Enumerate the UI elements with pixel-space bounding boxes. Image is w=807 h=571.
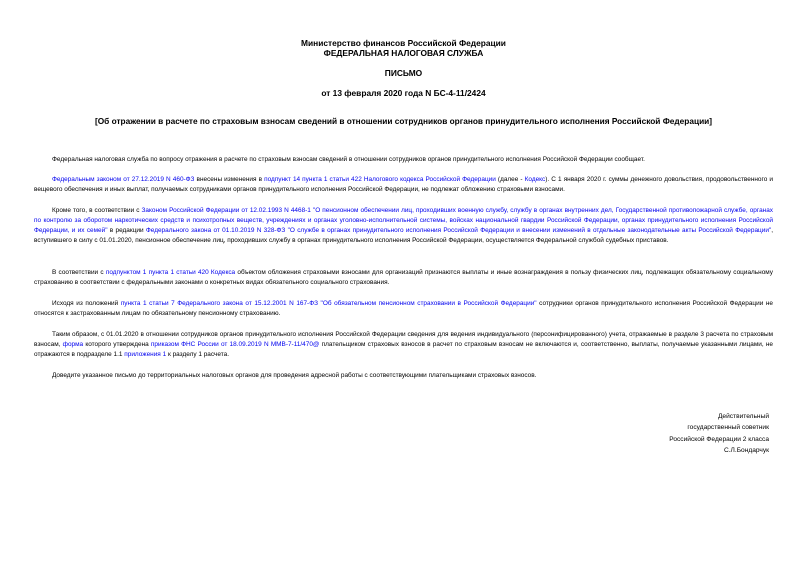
paragraph-text: ). С 1 января 2020 г. суммы денежного довольствия, продовольственного и вещевого обеспечения и иных выплат, получаемых сотрудниками органов принудительного исполнения Российской Федерации, не подлежат обложению страховыми взносами. bbox=[34, 176, 773, 193]
paragraph-text: которого утверждена bbox=[83, 340, 151, 348]
signature-line-rank: государственный советник bbox=[687, 424, 769, 432]
legal-reference-link[interactable]: Кодекс bbox=[524, 176, 546, 183]
paragraph-article-420 bbox=[34, 268, 773, 288]
legal-reference-link[interactable]: форма bbox=[62, 340, 84, 348]
ministry-title: Министерство финансов Российской Федерации bbox=[301, 38, 506, 48]
paragraph-text: Таким образом, с 01.01.2020 в отношении сотрудников органов принудительного исполнения Российской Федерации сведения для ведения индивидуального (персонифицированного) учета, отражаемые в разделе 3 расчета по страховым взносам, bbox=[34, 331, 773, 348]
legal-reference-link[interactable]: подпункт 14 пункта 1 статьи 422 Налогового кодекса Российской Федерации bbox=[264, 176, 496, 183]
paragraph-text: Кроме того, в соответствии с bbox=[52, 207, 142, 214]
paragraph-text: в редакции bbox=[107, 226, 146, 234]
service-title: ФЕДЕРАЛЬНАЯ НАЛОГОВАЯ СЛУЖБА bbox=[323, 48, 484, 58]
paragraph-text: объектом обложения страховыми взносами для организаций признаются выплаты и иные вознаграждения в пользу физических лиц, подлежащих обязательному социальному страхованию в соответствии с федеральными законами о конкретных видах обязательного социального страхования. bbox=[34, 269, 773, 286]
signature-name: С.Л.Бондарчук bbox=[723, 447, 769, 455]
paragraph-text: Доведите указанное письмо до территориальных налоговых органов для проведения адресной работы с соответствующими плательщиками страховых взносов. bbox=[52, 372, 537, 379]
legal-reference-link[interactable]: приказом ФНС России от 18.09.2019 N ММВ-7-11/470@ bbox=[150, 340, 320, 348]
paragraph-text: плательщиком страховых взносов в расчет по страховым взносам не включаются и, соответственно, выплаты, получаемые указанными лицами, не отражаются в подразделе 1.1 bbox=[34, 340, 773, 358]
document-date-number: от 13 февраля 2020 года N БС-4-11/2424 bbox=[321, 88, 486, 98]
signature-line-class: Российской Федерации 2 класса bbox=[669, 435, 769, 443]
legal-reference-link[interactable]: подпунктом 1 пункта 1 статьи 420 Кодекса bbox=[105, 269, 236, 276]
paragraph-law-167 bbox=[34, 299, 773, 319]
legal-reference-link[interactable]: Законом Российской Федерации от 12.02.1993 N 4468-1 "О пенсионном обеспечении лиц, проходивших военную службу, службу в органах внутренних дел, Государственной противопожарной службе, органах по контролю за оборотом наркотических средств и психотропных веществ, учреждениях и органах уголовно-исполнительной системы, войсках национальной гвардии Российской Федерации, органах принудительного исполнения Российской Федерации, и их семей" bbox=[34, 207, 774, 234]
legal-reference-link[interactable]: пункта 1 статьи 7 Федерального закона от 15.12.2001 N 167-ФЗ "Об обязательном пенсионном страховании в Российской Федерации" bbox=[120, 300, 537, 307]
paragraph-text: внесены изменения в bbox=[194, 176, 265, 183]
document-type: ПИСЬМО bbox=[384, 68, 423, 78]
paragraph-instruction bbox=[34, 371, 773, 381]
paragraph-text: В соответствии с bbox=[52, 269, 106, 276]
signature-line-title: Действительный bbox=[717, 413, 769, 420]
legal-reference-link[interactable]: приложения 1 bbox=[124, 350, 167, 358]
paragraph-text: , вступившего в силу с 01.01.2020, пенсионное обеспечение лиц, проходивших службу в органах принудительного исполнения Российской Федерации, осуществляется Федеральной службой судебных приставов. bbox=[34, 226, 773, 244]
legal-reference-link[interactable]: Федеральным законом от 27.12.2019 N 460-ФЗ bbox=[52, 176, 195, 183]
paragraph-text: к разделу 1 расчета. bbox=[166, 350, 229, 358]
paragraph-law-460 bbox=[34, 175, 773, 195]
paragraph-text: Федеральная налоговая служба по вопросу отражения в расчете по страховым взносам сведений в отношении сотрудников органов принудительного исполнения Российской Федерации сообщает. bbox=[52, 156, 645, 163]
legal-reference-link[interactable]: Федерального закона от 01.10.2019 N 328-ФЗ "О службе в органах принудительного исполнения Российской Федерации и внесении изменений в отдельные законодательные акты Российской Федерации" bbox=[145, 226, 772, 234]
document-subject: [Об отражении в расчете по страховым взносам сведений в отношении сотрудников органов принудительного исполнения Российской Федерации] bbox=[94, 116, 713, 126]
paragraph-intro bbox=[34, 155, 773, 165]
paragraph-pension-provision bbox=[34, 206, 773, 246]
paragraph-text: сотрудники органов принудительного исполнения Российской Федерации не относятся к застрахованным лицам по обязательному пенсионному страхованию. bbox=[34, 300, 774, 317]
paragraph-text: (далее - bbox=[495, 176, 525, 183]
signature-block bbox=[560, 411, 769, 457]
paragraph-conclusion bbox=[34, 330, 773, 360]
paragraph-text: Исходя из положений bbox=[52, 300, 121, 307]
